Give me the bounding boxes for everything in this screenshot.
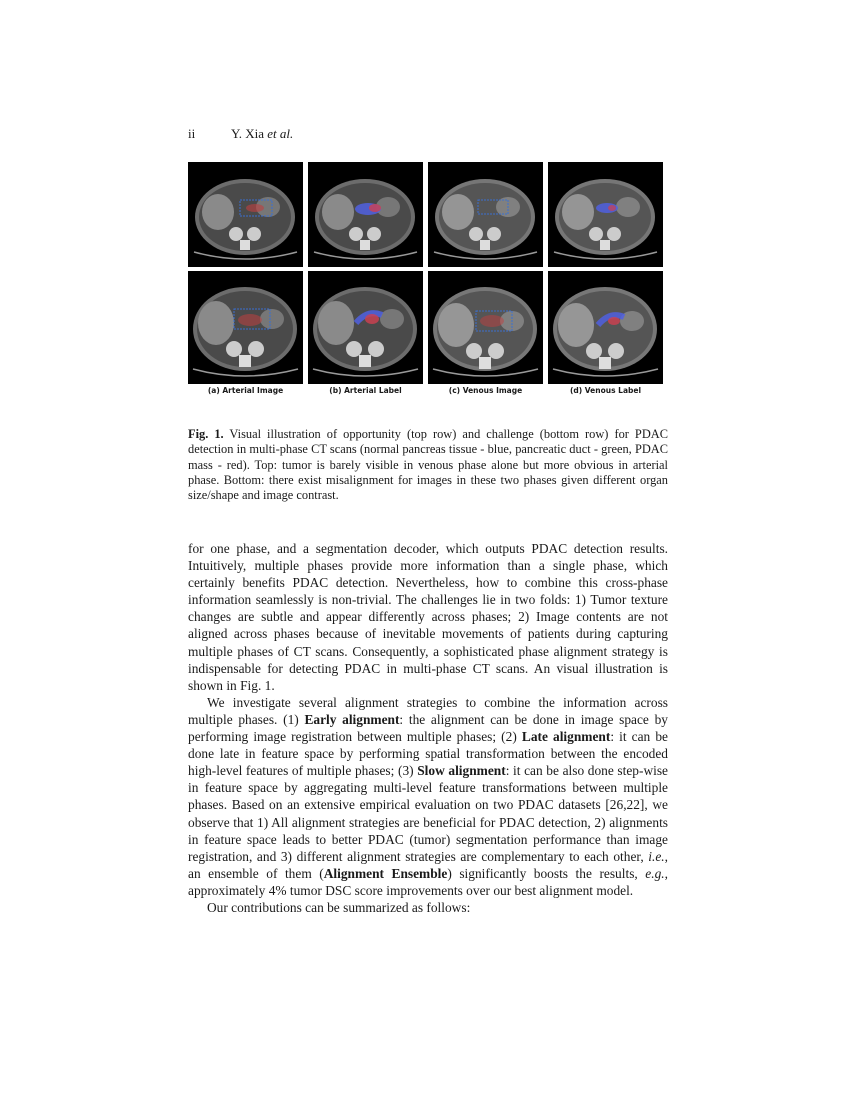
ct-scan-venous-image-top (428, 162, 543, 267)
term-slow-alignment: Slow alignment (417, 763, 506, 779)
sublabel-venous-label: (d) Venous Label (569, 386, 642, 395)
term-late-alignment: Late alignment (521, 729, 611, 745)
ct-scan-venous-label-top (548, 162, 663, 267)
author-name: Y. Xia (231, 126, 268, 141)
sublabel-venous-image: (c) Venous Image (448, 386, 523, 395)
caption-text: Visual illustration of opportunity (top row) and challenge (bottom row) for PDAC detection in multi-phase CT scans (normal pancreas tissue - blue, pancreatic duct - green, PDAC mass - red). Top: tumor is barely visible in venous phase alone but more obvious in arterial phase. Bottom: there exist misalignment for images in these two phases given different organ size/shape and image contrast. (188, 427, 668, 503)
sublabel-arterial-label: (b) Arterial Label (329, 386, 402, 395)
ct-scan-venous-image-bottom (428, 271, 543, 384)
paragraph-1: for one phase, and a segmentation decoder, which outputs PDAC detection results. Intuitively, multiple phases provide more information than a single phase, which certainly benefits PDAC detection. Nevertheless, how to combine this cross-phase information seamlessly is non-trivial. The challenges lie in two folds: 1) Tumor texture changes are subtle and appear differently across phases; 2) Image contents are not aligned across phases because of inevitable movements of patients during capturing multiple phases of CT scans. Consequently, a sophisticated phase alignment strategy is indispensable for detecting PDAC in multi-phase CT scans. An visual illustration is shown in Fig. 1. (188, 541, 668, 693)
ct-scan-arterial-image-top (188, 162, 303, 267)
author-etal: et al. (267, 126, 294, 141)
running-header (188, 126, 293, 142)
paragraph-3: Our contributions can be summarized as follows: (207, 899, 471, 915)
figure-1 (188, 162, 665, 397)
sublabel-arterial-image: (a) Arterial Image (207, 386, 284, 395)
figure-sublabels (188, 384, 665, 397)
ct-image-grid (188, 162, 665, 384)
ct-scan-arterial-label-bottom (308, 271, 423, 384)
page-number: ii (188, 126, 196, 141)
ct-scan-venous-label-bottom (548, 271, 663, 384)
term-early-alignment: Early alignment (304, 711, 400, 727)
term-alignment-ensemble: Alignment Ensemble (323, 865, 448, 881)
ct-scan-arterial-image-bottom (188, 271, 303, 384)
caption-label: Fig. 1. (188, 427, 224, 441)
paragraph-2: We investigate several alignment strategies to combine the information across multiple phases. (1) Early alignment: the alignment can be done in image space by performing image registration between multiple phases; (2) Late alignment: it can be done late in feature space by performing spatial transformation between the encoded high-level features of multiple phases; (3) Slow alignment: it can be also done step-wise in feature space by aggregating multi-level feature transformations between multiple phases. Based on an extensive empirical evaluation on two PDAC datasets [26,22], we observe that 1) All alignment strategies are beneficial for PDAC detection, 2) alignments in feature space leads to better PDAC (tumor) segmentation performance than image registration, and 3) different alignment strategies are complementary to each other, i.e., an ensemble of them (Alignment Ensemble) significantly boosts the results, e.g., approximately 4% tumor DSC score improvements over our best alignment model. (188, 694, 668, 898)
body-text (188, 540, 668, 916)
ct-scan-arterial-label-top (308, 162, 423, 267)
figure-caption (188, 427, 668, 503)
